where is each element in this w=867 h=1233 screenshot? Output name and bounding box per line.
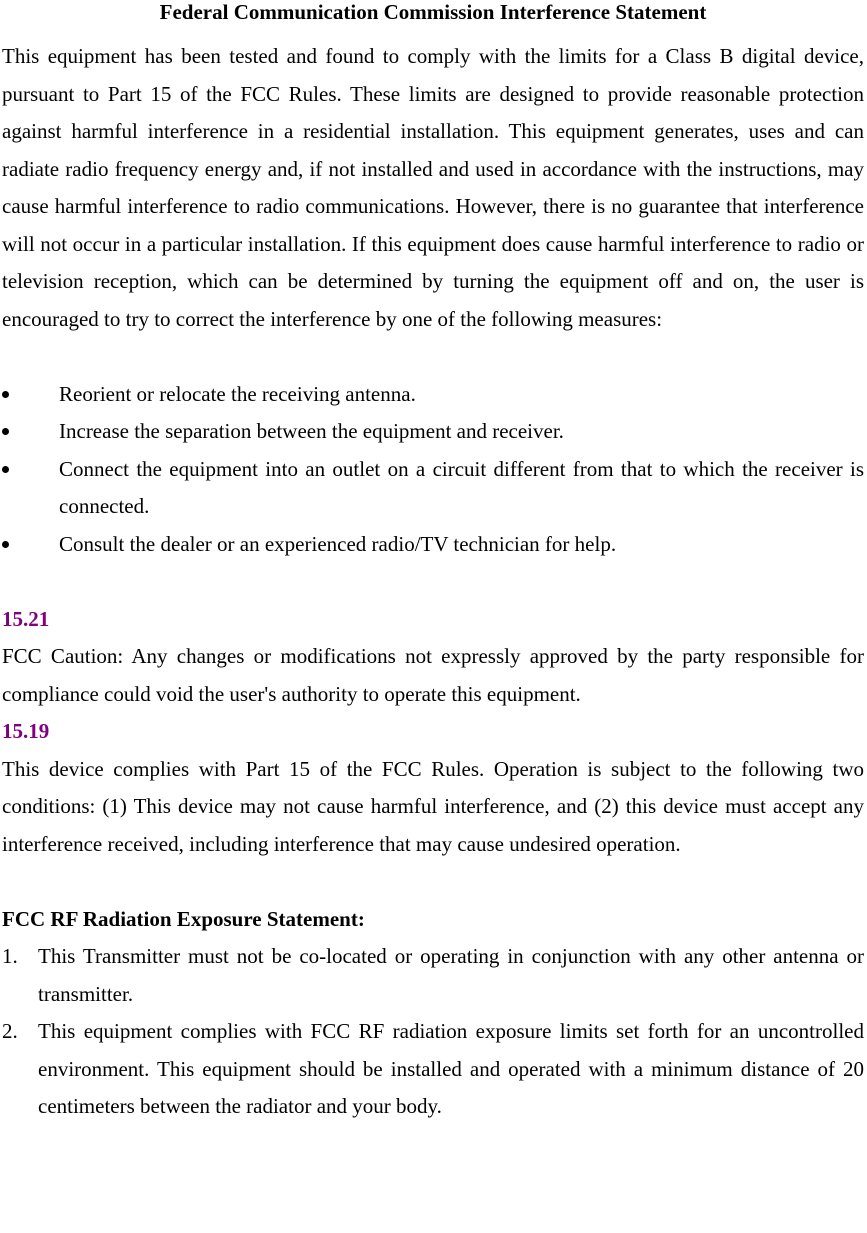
bullet-icon: [2, 391, 9, 398]
document-page: [2, 0, 864, 1126]
section-number-15-19: 15.19: [2, 719, 50, 743]
list-item: [2, 451, 864, 526]
rf-exposure-list: [2, 938, 864, 1126]
bullet-icon: [2, 466, 9, 473]
list-item: [2, 938, 864, 1013]
intro-paragraph: This equipment has been tested and found to comply with the limits for a Class B digital device, pursuant to Part 15 of the FCC Rules. These limits are designed to provide reasonable protection against harmful interference in a residential installation. This equipment generates, uses and can radiate radio frequency energy and, if not installed and used in accordance with the instructions, may cause harmful interference to radio communications. However, there is no guarantee that interference will not occur in a particular installation. If this equipment does cause harmful interference to radio or television reception, which can be determined by turning the equipment off and on, the user is encouraged to try to correct the interference by one of the following measures:: [2, 44, 864, 331]
item-number: 1.: [2, 944, 18, 968]
measure-text: Connect the equipment into an outlet on a circuit different from that to which the receiver is connected.: [59, 456, 864, 518]
spacer: [2, 563, 864, 601]
document-title: Federal Communication Commission Interference Statement: [159, 0, 707, 24]
section-15-19-text: This device complies with Part 15 of the FCC Rules. Operation is subject to the following two conditions: (1) This device may not cause harmful interference, and (2) this device must accept any interference received, including interference that may cause undesired operation.: [2, 756, 864, 856]
measure-text: Consult the dealer or an experienced radio/TV technician for help.: [59, 531, 617, 556]
spacer: [2, 338, 864, 376]
list-item: [2, 413, 864, 451]
section-number-15-21: 15.21: [2, 606, 50, 631]
bullet-icon: [2, 541, 9, 548]
section-15-21-text: FCC Caution: Any changes or modifications not expressly approved by the party responsible for compliance could void the user's authority to operate this equipment.: [2, 644, 864, 706]
spacer: [2, 863, 864, 901]
item-number: 2.: [2, 1019, 18, 1043]
rf-exposure-heading: FCC RF Radiation Exposure Statement:: [2, 906, 365, 931]
item-text: This Transmitter must not be co-located or operating in conjunction with any other antenna or transmitter.: [38, 944, 864, 1006]
measures-list: [2, 376, 864, 564]
measure-text: Reorient or relocate the receiving antenna.: [59, 381, 416, 406]
measure-text: Increase the separation between the equipment and receiver.: [59, 419, 564, 443]
list-item: [2, 526, 864, 564]
item-text: This equipment complies with FCC RF radiation exposure limits set forth for an uncontrolled environment. This equipment should be installed and operated with a minimum distance of 20 centimeters between the radiator and your body.: [38, 1019, 864, 1118]
bullet-icon: [2, 428, 9, 435]
list-item: [2, 1013, 864, 1126]
list-item: [2, 376, 864, 414]
